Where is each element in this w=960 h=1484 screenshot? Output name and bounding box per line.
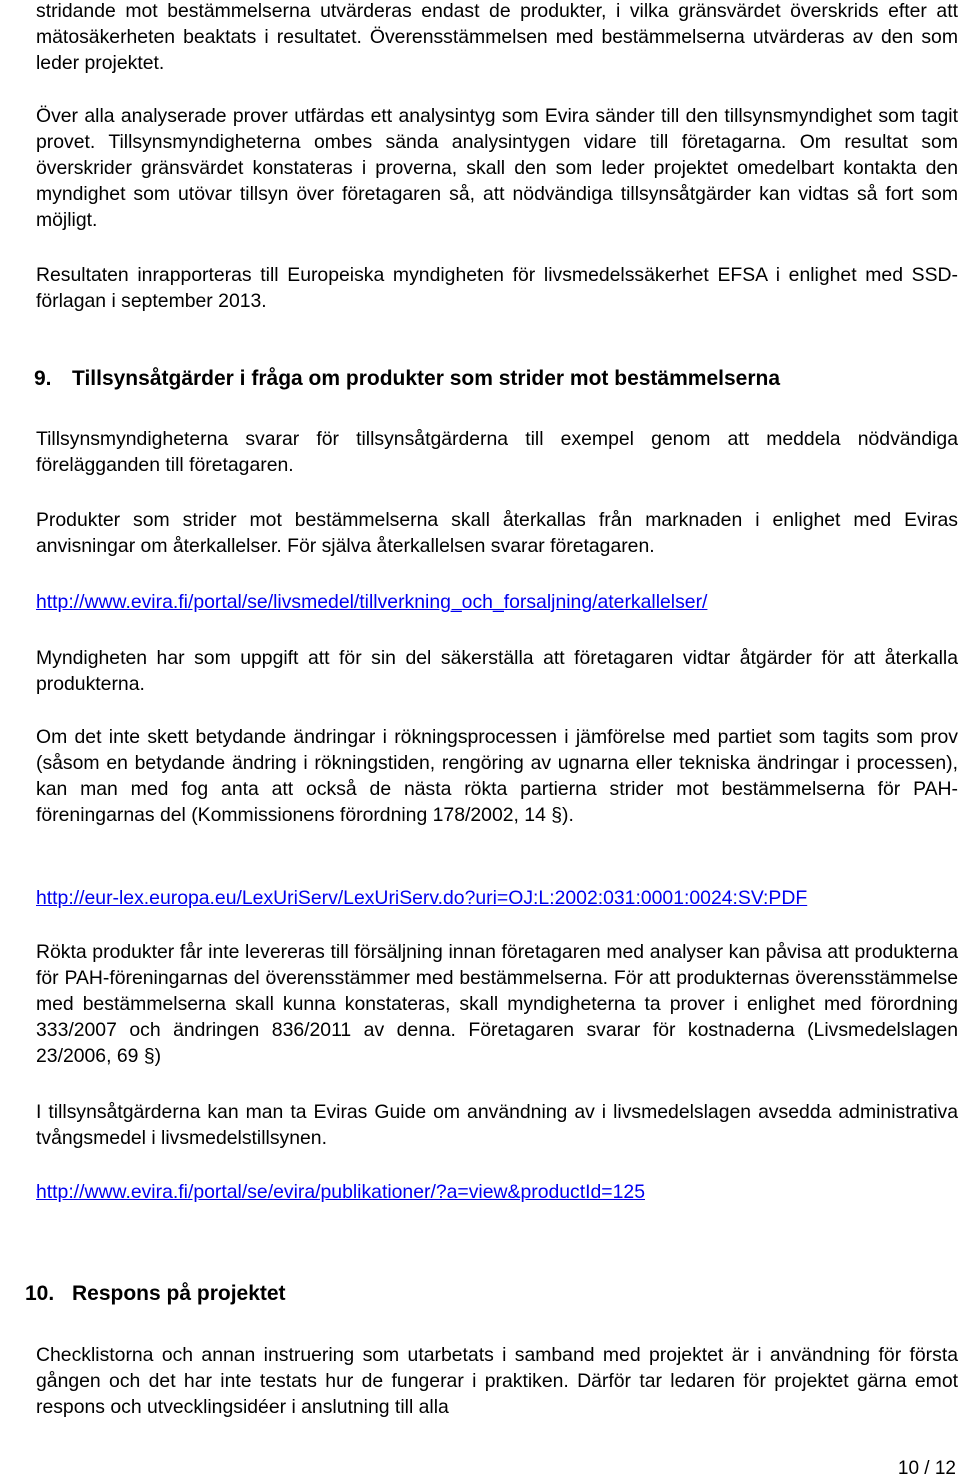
paragraph-authority-task: Myndigheten har som uppgift att för sin del säkerställa att företagaren vidtar åtgärder för att återkalla produkterna. bbox=[36, 647, 958, 695]
paragraph-efsa-reporting: Resultaten inrapporteras till Europeiska myndigheten för livsmedelssäkerhet EFSA i enlighet med SSD-förlagan i september 2013. bbox=[36, 264, 958, 312]
section-number: 9. bbox=[34, 367, 52, 390]
section-title: Respons på projektet bbox=[72, 1282, 286, 1305]
link-container-recall bbox=[36, 589, 958, 615]
paragraph-smoked-products: Rökta produkter får inte levereras till försäljning innan företagaren med analyser kan påvisa att produkterna för PAH-föreningarnas del överensstämmer med bestämmelserna. För att produkternas överensstämmelse med bestämmelserna skall kunna konstateras, skall myndigheterna ta prover i enlighet med förordning 333/2007 och ändringen 836/2011 av denna. Företagaren svarar för kostnaderna (Livsmedelslagen 23/2006, 69 §) bbox=[36, 941, 958, 1067]
link-container-eurlex bbox=[36, 885, 958, 911]
link-eur-lex[interactable]: http://eur-lex.europa.eu/LexUriServ/LexUriServ.do?uri=OJ:L:2002:031:0001:0024:SV:PDF bbox=[36, 887, 808, 909]
section-heading-9 bbox=[34, 366, 958, 392]
link-evira-publications[interactable]: http://www.evira.fi/portal/se/evira/publikationer/?a=view&productId=125 bbox=[36, 1181, 645, 1203]
page-number: 10 / 12 bbox=[897, 1458, 956, 1479]
paragraph-analysis-evaluation: stridande mot bestämmelserna utvärderas endast de produkter, i vilka gränsvärdet överskrids efter att mätosäkerheten beaktats i resultatet. Överensstämmelsen med bestämmelserna utvärderas av den som leder projektet. bbox=[36, 0, 958, 74]
section-number: 10. bbox=[25, 1282, 55, 1305]
paragraph-analysis-certificate: Över alla analyserade prover utfärdas ett analysintyg som Evira sänder till den tillsynsmyndighet som tagit provet. Tillsynsmyndigheterna ombes sända analysintygen vidare till företagarna. Om resultat som överskrider gränsvärdet konstateras i proverna, skall den som leder projektet omedelbart kontakta den myndighet som utövar tillsyn över företagaren så, att nödvändiga tillsynsåtgärder kan vidtas så fort som möjligt. bbox=[36, 105, 958, 231]
paragraph-product-recall: Produkter som strider mot bestämmelserna skall återkallas från marknaden i enlighet med Eviras anvisningar om återkallelser. För själva återkallelsen svarar företagaren. bbox=[36, 509, 958, 557]
paragraph-supervision-measures: Tillsynsmyndigheterna svarar för tillsynsåtgärderna till exempel genom att meddela nödvändiga förelägganden till företagaren. bbox=[36, 428, 958, 476]
paragraph-evira-guide: I tillsynsåtgärderna kan man ta Eviras Guide om användning av i livsmedelslagen avsedda administrativa tvångsmedel i livsmedelstillsynen. bbox=[36, 1101, 958, 1149]
section-title: Tillsynsåtgärder i fråga om produkter som strider mot bestämmelserna bbox=[72, 367, 781, 390]
paragraph-smoking-process: Om det inte skett betydande ändringar i rökningsprocessen i jämförelse med partiet som tagits som prov (såsom en betydande ändring i rökningstiden, rengöring av ugnarna eller tekniska ändringar i processen), kan man med fog anta att också de nästa rökta partierna strider mot bestämmelserna för PAH-föreningarnas del (Kommissionens förordning 178/2002, 14 §). bbox=[36, 726, 958, 826]
link-evira-recall[interactable]: http://www.evira.fi/portal/se/livsmedel/tillverkning_och_forsaljning/aterkallelser/ bbox=[36, 591, 708, 613]
link-container-publications bbox=[36, 1179, 958, 1205]
paragraph-feedback: Checklistorna och annan instruering som utarbetats i samband med projektet är i användning för första gången och det har inte testats hur de fungerar i praktiken. Därför tar ledaren för projektet gärna emot respons och utvecklingsidéer i anslutning till alla bbox=[36, 1344, 958, 1418]
section-heading-10 bbox=[25, 1281, 958, 1307]
